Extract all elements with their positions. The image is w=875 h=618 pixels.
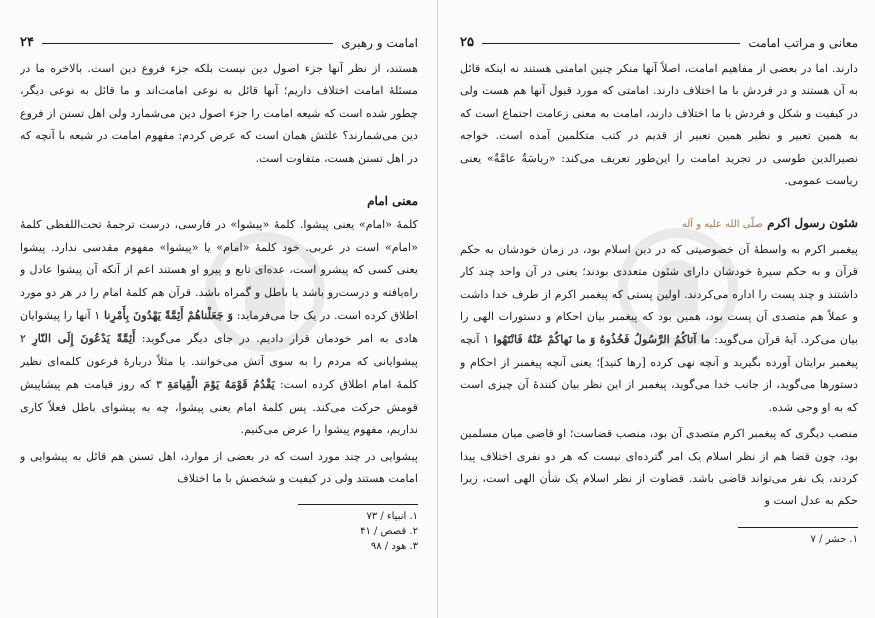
paragraph: هستند، از نظر آنها جزء اصول دین نیست بلکه جزء فروع دین است. بالاخره ما در مسئلهٔ امامت اختلاف داریم؛ آنها قائل به نوعی امامت‌اند و ما قائل به نوعی دیگر، چطور شده است که شیعه امامت را جزء اصول دین می‌شمارد ولی اهل تسنن از فروع دین می‌شمارند؟ علتش همان است که عرض کردم: مفهوم امامت در شیعه با آنچه که در اهل تسنن هست، متفاوت است. [20, 62, 418, 165]
running-head [460, 28, 858, 50]
paragraph-text: پیغمبر اکرم به واسطهٔ آن خصوصیتی که در دین اسلام بود، در زمان خودشان به حکم قرآن و به حکم سیرهٔ خودشان دارای شئون متعددی بودند؛ یعنی در آن واحد چند کار داشتند و چند پست را اداره می‌کردند. اولین پستی که پیغمبر اکرم از طرف خدا داشت و عملاً هم متصدی آن پست بود، همین بود که پیغمبر بیان احکام و دستورات الهی را بیان می‌کرد. آیهٔ قرآن می‌گوید: [460, 242, 858, 347]
paragraph [20, 214, 418, 441]
quran-verse: أَئِمَّةً يَدْعُونَ إِلَى النّارِ [32, 331, 136, 346]
paragraph-text: ۳ که روز قیامت هم پیشاپیش قومش حرکت می‌کند. پس کلمهٔ امام یعنی پیشوا، چه به پیشوای باطل فعلاً کاری نداریم، مفهوم پیشوا را عرض می‌کنیم. [20, 378, 418, 437]
page-number: ۲۴ [20, 35, 34, 50]
footnotes [20, 509, 418, 554]
page-body [20, 58, 418, 490]
right-page [460, 28, 858, 608]
running-title: معانی و مراتب امامت [748, 36, 858, 50]
section-heading [460, 212, 858, 236]
paragraph: پیشوایی در چند مورد است که در بعضی از موارد، اهل تسنن هم قائل به پیشوایی و امامت هستند ولی در کیفیت و شخصش با ما اختلاف [20, 449, 418, 485]
section-heading-text: شئون رسول اکرم [767, 216, 858, 231]
honorific-glyph: صلّی الله علیه و آله [681, 219, 763, 231]
paragraph-text: ۱ آنها را پیشوایان هادی به امر خودمان قرار دادیم. در جای دیگر می‌گوید: [20, 309, 418, 346]
paragraph: دارند. اما در بعضی از مفاهیم امامت، اصلاً آنها منکر چنین امامتی هستند نه اینکه قائل به آن هستند و در فردش با ما اختلاف دارند. امامتی که مورد قبول آنها هم هست ولی در کیفیت و شکل و فردش با ما اختلاف دارند، امامت به معنی زعامت اجتماع است که به همین تعبیر و نظیر همین تعبیر از قدیم در کتب متکلمین آمده است. خواجه نصیرالدین طوسی در تجرید امامت را این‌طور تعریف می‌کند: «رياسَةٌ عامَّةٌ» یعنی ریاست عمومی. [460, 62, 858, 188]
footnote: ۱. انبیاء / ۷۳ [366, 511, 418, 523]
page-gutter [437, 0, 438, 618]
page-body [460, 58, 858, 513]
quran-verse: ما آتاكُمُ الرَّسُولُ فَخُذُوهُ وَ ما نَهاكُمْ عَنْهُ فَانْتَهُوا [493, 332, 711, 347]
footnote-rule [738, 527, 858, 528]
footnote-rule [298, 504, 418, 505]
running-head-rule [42, 43, 333, 44]
running-head [20, 28, 418, 50]
footnote: ۳. هود / ۹۸ [370, 541, 418, 553]
quran-verse: يَقْدُمُ قَوْمَهُ يَوْمَ الْقِيامَةِ [167, 377, 275, 392]
left-page [20, 28, 418, 608]
paragraph-text: کلمهٔ «امام» یعنی پیشوا. کلمهٔ «پیشوا» در فارسی، درست ترجمهٔ تحت‌اللفظی کلمهٔ «امام» است در عربی. خود کلمهٔ «امام» یا «پیشوا» مفهوم مقدسی ندارد. پیشوا یعنی کسی که پیشرو است، عده‌ای تابع و پیرو او هستند اعم از آنکه آن پیشوا عادل و راه‌یافته و درست‌رو باشد یا باطل و گمراه باشد. قرآن هم کلمهٔ امام را در هر دو مورد اطلاق کرده است. در یک جا می‌فرماید: [20, 218, 418, 323]
paragraph [460, 239, 858, 419]
running-title: امامت و رهبری [341, 36, 418, 50]
footnotes [460, 532, 858, 547]
paragraph-text: ۲ پیشوایانی که مردم را به سوی آتش می‌خوانند. یا مثلاً دربارهٔ فرعون کلمه‌ای نظیر کلمهٔ امام اطلاق کرده است: [20, 332, 418, 392]
footnote: ۱. حشر / ۷ [810, 533, 858, 545]
paragraph-text: ۱ آنچه پیغمبر برایتان آورده بگیرید و آنچه نهی کرده [رها کنید]؛ یعنی آنچه پیغمبر از احکام و دستورها می‌گوید، از جانب خدا می‌گوید، پیغمبر از این نظر بیان کنندهٔ آن چیزی است که به او وحی شده. [460, 333, 858, 414]
running-head-rule [482, 43, 740, 44]
footnote: ۲. قصص / ۴۱ [360, 526, 418, 538]
page-number: ۲۵ [460, 35, 474, 50]
quran-verse: وَ جَعَلْناهُمْ أَئِمَّةً يَهْدُونَ بِأَمْرِنا [103, 308, 234, 323]
paragraph: منصب دیگری که پیغمبر اکرم متصدی آن بود، منصب قضاست؛ او قاضی میان مسلمین بود، چون قضا هم از نظر اسلام یک امر گترده‌ای نیست که هر دو نفری اختلاف پیدا کردند، یک نفر می‌تواند قاضی باشد. قضاوت از نظر اسلام یک شأن الهی است، زیرا حکم به عدل است و [460, 427, 858, 508]
section-heading: معنی امام [367, 194, 418, 209]
